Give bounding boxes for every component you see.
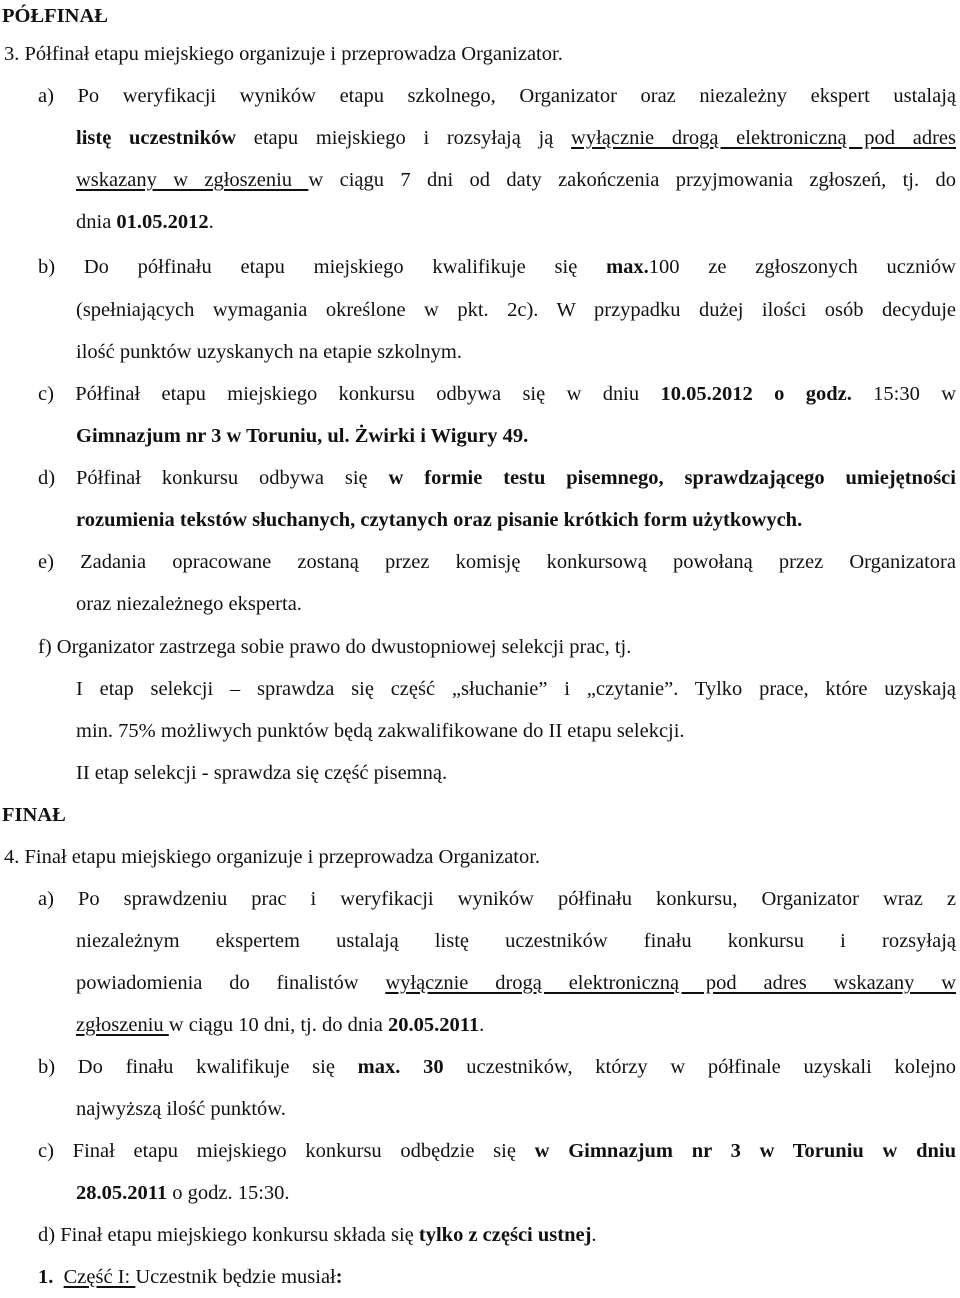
final-b-rest: uczestników, którzy w półfinale uzyskali kolejno <box>443 1056 956 1078</box>
item-3: 3. Półfinał etapu miejskiego organizuje i przeprowadza Organizator. <box>4 43 563 65</box>
semifinal-d-line1 <box>38 457 956 499</box>
part1-label: Część I: <box>63 1266 136 1288</box>
semifinal-f-line4: II etap selekcji - sprawdza się część pisemną. <box>76 762 448 784</box>
final-date: 28.05.2011 <box>76 1182 168 1204</box>
final-c-text: c) Finał etapu miejskiego konkursu odbędzie się <box>38 1140 535 1162</box>
item-4: 4. Finał etapu miejskiego organizuje i przeprowadza Organizator. <box>4 846 541 868</box>
semifinal-a-line1: a) Po weryfikacji wyników etapu szkolnego, Organizator oraz niezależny ekspert ustalają <box>38 85 956 107</box>
participants-list-text: listę uczestników <box>76 127 237 149</box>
semifinal-b-line2: (spełniających wymagania określone w pkt. 2c). W przypadku dużej ilości osób decyduje <box>76 299 956 321</box>
final-a-line3 <box>76 962 956 1004</box>
final-d-line1 <box>38 1214 960 1256</box>
final-time: o godz. 15:30. <box>167 1182 290 1204</box>
final-venue: w Gimnazjum nr 3 w Toruniu w dniu <box>534 1140 956 1162</box>
date-suffix: . <box>208 211 214 233</box>
semifinal-a-line3 <box>76 159 956 201</box>
semifinal-b-text: b) Do półfinału etapu miejskiego kwalifikuje się <box>38 256 607 278</box>
final-b-line2: najwyższą ilość punktów. <box>76 1098 286 1120</box>
part1-colon: : <box>335 1266 343 1288</box>
semifinal-a-deadline: w ciągu 7 dni od daty zakończenia przyjmowania zgłoszeń, tj. do <box>308 169 956 191</box>
semifinal-a-text: etapu miejskiego i rozsyłają ją <box>236 127 572 149</box>
address-text: wskazany w zgłoszeniu <box>76 169 309 191</box>
final-d-suffix: . <box>591 1224 597 1246</box>
heading-final: FINAŁ <box>2 804 66 826</box>
final-c-line2 <box>76 1172 960 1214</box>
semifinal-d-line2: rozumienia tekstów słuchanych, czytanych oraz pisanie krótkich form użytkowych. <box>76 509 803 531</box>
semifinal-date: 10.05.2012 o godz. <box>660 383 852 405</box>
semifinal-e-line1: e) Zadania opracowane zostaną przez komisję konkursową powołaną przez Organizatora <box>38 551 956 573</box>
semifinal-b-line3: ilość punktów uzyskanych na etapie szkolnym. <box>76 341 462 363</box>
final-a-text: powiadomienia do finalistów <box>76 972 386 994</box>
semifinal-d-text: d) Półfinał konkursu odbywa się <box>38 467 389 489</box>
final-a-line2: niezależnym ekspertem ustalają listę uczestników finału konkursu i rozsyłają <box>76 930 956 952</box>
final-b-text: b) Do finału kwalifikuje się <box>38 1056 358 1078</box>
part1-gap <box>53 1266 63 1288</box>
semifinal-b-line1 <box>38 246 956 288</box>
final-date-suffix: . <box>479 1014 485 1036</box>
heading-semifinal: PÓŁFINAŁ <box>2 5 108 27</box>
semifinal-f-line2: I etap selekcji – sprawdza się część „słuchanie” i „czytanie”. Tylko prace, które uzyskają <box>76 678 956 700</box>
part1-number: 1. <box>38 1266 54 1288</box>
semifinal-f-line3: min. 75% możliwych punktów będą zakwalifikowane do II etapu selekcji. <box>76 720 685 742</box>
final-email-only-text: wyłącznie drogą elektroniczną pod adres wskazany w <box>385 972 956 994</box>
part1-text: Uczestnik będzie musiał <box>135 1266 336 1288</box>
semifinal-a-line2 <box>76 117 956 159</box>
final-a-line4 <box>76 1004 960 1046</box>
semifinal-time: 15:30 w <box>851 383 957 405</box>
final-d-text: d) Finał etapu miejskiego konkursu składa się <box>38 1224 419 1246</box>
final-a-deadline: w ciągu 10 dni, tj. do dnia <box>168 1014 389 1036</box>
final-c-line1 <box>38 1130 956 1172</box>
test-format-text: w formie testu pisemnego, sprawdzającego umiejętności <box>388 467 956 489</box>
email-only-text: wyłącznie drogą elektroniczną pod adres <box>571 127 956 149</box>
final-a-line1: a) Po sprawdzeniu prac i weryfikacji wyników półfinału konkursu, Organizator wraz z <box>38 888 956 910</box>
semifinal-c-text: c) Półfinał etapu miejskiego konkursu odbywa się w dniu <box>38 383 661 405</box>
max-label: max. <box>606 256 649 278</box>
semifinal-f-line1: f) Organizator zastrzega sobie prawo do dwustopniowej selekcji prac, tj. <box>38 636 632 658</box>
semifinal-venue: Gimnazjum nr 3 w Toruniu, ul. Żwirki i Wigury 49. <box>76 425 529 447</box>
final-address-text: zgłoszeniu <box>76 1014 169 1036</box>
semifinal-list-date: 01.05.2012 <box>116 211 209 233</box>
final-b-line1 <box>38 1046 956 1088</box>
semifinal-e-line2: oraz niezależnego eksperta. <box>76 593 302 615</box>
oral-only-text: tylko z części ustnej <box>418 1224 592 1246</box>
final-max-count: max. 30 <box>357 1056 444 1078</box>
final-list-date: 20.05.2011 <box>388 1014 480 1036</box>
part1-line <box>38 1256 960 1298</box>
semifinal-a-line4 <box>76 201 960 243</box>
date-prefix: dnia <box>76 211 117 233</box>
semifinal-c-line1 <box>38 373 956 415</box>
semifinal-b-count: 100 ze zgłoszonych uczniów <box>648 256 956 278</box>
